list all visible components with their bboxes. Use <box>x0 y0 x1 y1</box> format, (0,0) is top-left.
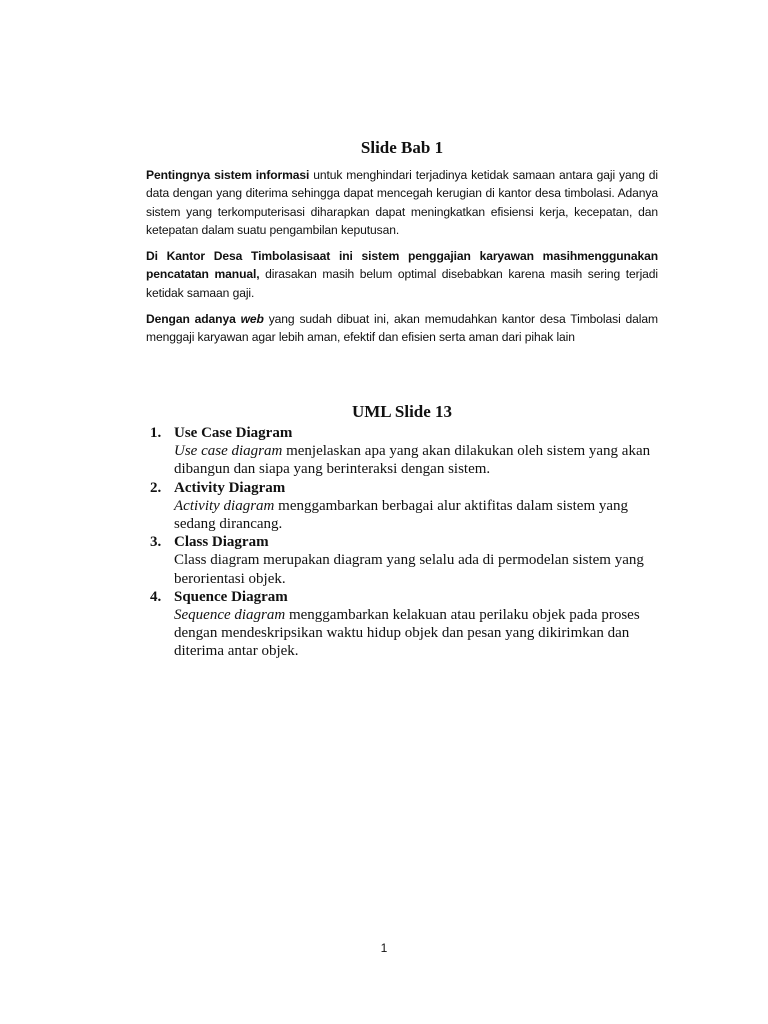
list-item <box>146 533 658 588</box>
section-title: UML Slide 13 <box>351 402 453 421</box>
list-item-description <box>174 606 654 661</box>
section-uml-slide-13 <box>146 402 658 661</box>
list-item-title: Activity Diagram <box>174 479 286 496</box>
paragraph-2-text: dirasakan masih belum optimal disebabkan karena masih sering terjadi ketidak samaan gaji. <box>146 267 659 300</box>
page-number: 1 <box>380 941 388 955</box>
uml-list <box>146 424 658 661</box>
description-italic: Activity diagram <box>174 497 275 514</box>
description-text: menjelaskan apa yang akan dilakukan oleh sistem yang akan dibangun dan siapa yang berinteraksi dengan sistem. <box>174 443 651 478</box>
description-text: menggambarkan kelakuan atau perilaku objek pada proses dengan mendeskripsikan waktu hidup objek dan pesan yang dikirimkan dan diterima antar objek. <box>174 607 640 660</box>
list-item <box>146 479 658 534</box>
list-item-title: Class Diagram <box>174 534 269 551</box>
paragraph-1-text: untuk menghindari terjadinya ketidak samaan antara gaji yang di data dengan yang diterima sehingga dapat mencegah kerugian di kantor desa timbolasi. Adanya sistem yang terkomputerisasi diharapkan dapat meningkatkan efisiensi kerja, kecepatan, dan ketepatan dalam suatu pengambilan keputusan. <box>146 168 658 237</box>
list-item-description <box>174 442 654 478</box>
description-italic: Sequence diagram <box>174 607 286 624</box>
description-text: menggambarkan berbagai alur aktifitas dalam sistem yang sedang dirancang. <box>174 497 629 533</box>
paragraph-3-bold-italic: web <box>240 312 264 327</box>
list-number: 4. <box>150 588 162 605</box>
list-number: 3. <box>150 534 162 551</box>
paragraph-3 <box>146 310 658 347</box>
description-italic: Use case diagram <box>174 443 283 460</box>
list-number: 1. <box>150 425 162 441</box>
paragraph-3-bold: Dengan adanya <box>146 312 241 327</box>
paragraph-1 <box>146 166 658 239</box>
list-item-title: Use Case Diagram <box>174 425 293 441</box>
paragraph-1-bold: Pentingnya sistem informasi <box>146 168 310 182</box>
list-item <box>146 424 658 479</box>
paragraph-3-text: yang sudah dibuat ini, akan memudahkan kantor desa Timbolasi dalam menggaji karyawan agar lebih aman, efektif dan efisien serta aman dari pihak lain <box>146 312 658 345</box>
list-number: 2. <box>150 479 162 496</box>
description-text: Class diagram merupakan diagram yang selalu ada di permodelan sistem yang berorientasi objek. <box>174 552 644 587</box>
list-item-description <box>174 551 654 587</box>
paragraph-2 <box>146 247 658 302</box>
section-title: Slide Bab 1 <box>360 138 444 157</box>
list-item-description <box>174 497 654 533</box>
list-item-title: Squence Diagram <box>174 588 288 605</box>
list-item <box>146 588 658 661</box>
section-slide-bab-1 <box>146 138 658 355</box>
paragraph-2-bold: Di Kantor Desa Timbolasisaat ini sistem penggajian karyawan masihmenggunakan pencatatan manual, <box>146 249 658 282</box>
